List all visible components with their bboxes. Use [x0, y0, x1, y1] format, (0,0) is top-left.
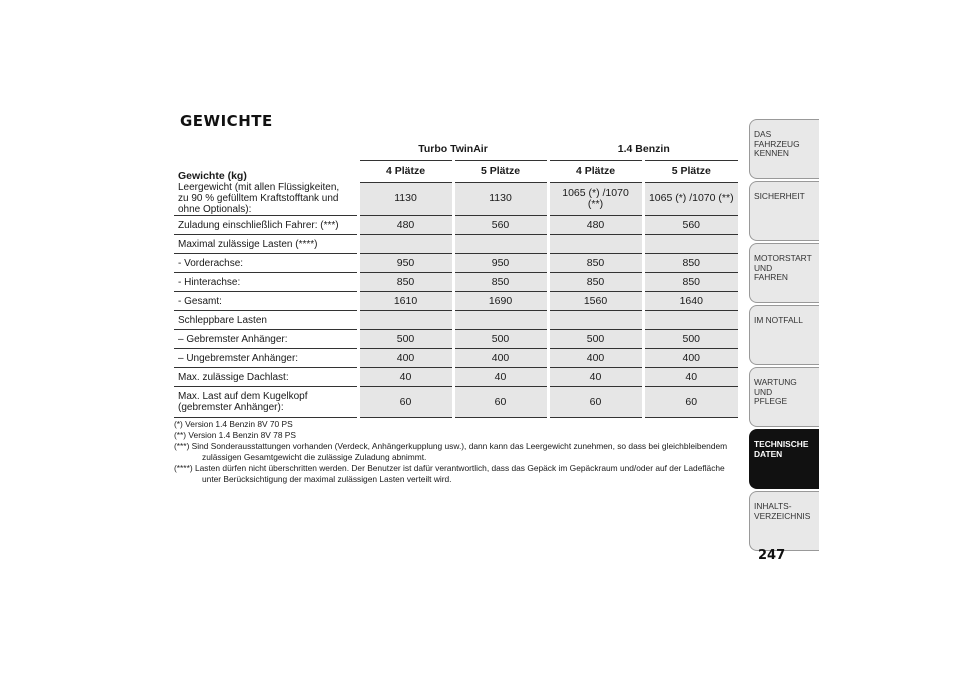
cell-value: 850: [643, 273, 738, 292]
cell-value: [358, 235, 453, 254]
tab-das-fahrzeug-kennen[interactable]: DAS FAHRZEUG KENNEN: [749, 119, 819, 179]
cell-value: 500: [548, 330, 643, 349]
cell-value: 40: [358, 368, 453, 387]
cell-value: [643, 235, 738, 254]
cell-value: 500: [453, 330, 548, 349]
table-row: [174, 273, 738, 292]
cell-value: 60: [358, 387, 453, 418]
row-label: Max. zulässige Dachlast:: [174, 368, 358, 387]
footnotes: [174, 419, 734, 485]
cell-value: 400: [643, 349, 738, 368]
row-label: Maximal zulässige Lasten (****): [174, 235, 358, 254]
table-row: [174, 254, 738, 273]
cell-value: 40: [548, 368, 643, 387]
footnote: (****) Lasten dürfen nicht überschritten werden. Der Benutzer ist dafür verantwortlich, dass das Gepäck im Gepäckraum und/oder auf der Ladefläche unter Berücksichtigung der maximal zulässigen Lasten verteilt wird.: [174, 463, 725, 484]
cell-value: 480: [548, 216, 643, 235]
subheader-4-platze: 4 Plätze: [548, 160, 643, 182]
cell-value: 850: [548, 273, 643, 292]
cell-value: 850: [548, 254, 643, 273]
table-row: [174, 349, 738, 368]
row-label: – Gebremster Anhänger:: [174, 330, 358, 349]
footnote: (***) Sind Sonderausstattungen vorhanden (Verdeck, Anhängerkupplung usw.), dann kann das Leergewicht zunehmen, so dass bei gleichbleibendem zulässigen Gesamtgewicht die zulässige Zuladung abnimmt.: [174, 441, 728, 462]
cell-value: 400: [358, 349, 453, 368]
cell-value: [643, 311, 738, 330]
cell-value: 1065 (*) /1070 (**): [643, 182, 738, 216]
subheader-4-platze: 4 Plätze: [358, 160, 453, 182]
cell-value: [453, 235, 548, 254]
footnote: (**) Version 1.4 Benzin 8V 78 PS: [174, 430, 296, 440]
cell-value: 950: [358, 254, 453, 273]
cell-value: 850: [643, 254, 738, 273]
cell-value: 1065 (*) /1070 (**): [548, 182, 643, 216]
cell-value: 850: [358, 273, 453, 292]
page-number: 247: [758, 548, 786, 563]
cell-value: 40: [453, 368, 548, 387]
table-row: [174, 235, 738, 254]
table-label-header: Gewichte (kg): [178, 170, 247, 182]
cell-value: 1690: [453, 292, 548, 311]
cell-value: 40: [643, 368, 738, 387]
group-header-benzin: 1.4 Benzin: [548, 140, 738, 160]
row-label: - Hinterachse:: [174, 273, 358, 292]
cell-value: 560: [643, 216, 738, 235]
cell-value: 60: [643, 387, 738, 418]
cell-value: 1130: [453, 182, 548, 216]
cell-value: 60: [453, 387, 548, 418]
table-row: [174, 292, 738, 311]
table-row: [174, 216, 738, 235]
cell-value: 1640: [643, 292, 738, 311]
subheader-5-platze: 5 Plätze: [453, 160, 548, 182]
cell-value: 1130: [358, 182, 453, 216]
cell-value: 400: [548, 349, 643, 368]
row-label: - Vorderachse:: [174, 254, 358, 273]
row-label: Schleppbare Lasten: [174, 311, 358, 330]
tab-motorstart-und-fahren[interactable]: MOTORSTART UND FAHREN: [749, 243, 819, 303]
tab-sicherheit[interactable]: SICHERHEIT: [749, 181, 819, 241]
row-label: Zuladung einschließlich Fahrer: (***): [174, 216, 358, 235]
cell-value: 60: [548, 387, 643, 418]
cell-value: 500: [358, 330, 453, 349]
row-label: – Ungebremster Anhänger:: [174, 349, 358, 368]
weights-table: [174, 140, 738, 418]
table-row: [174, 368, 738, 387]
table-row: [174, 311, 738, 330]
page-title: GEWICHTE: [180, 112, 273, 130]
cell-value: 950: [453, 254, 548, 273]
cell-value: 1610: [358, 292, 453, 311]
cell-value: 400: [453, 349, 548, 368]
cell-value: 850: [453, 273, 548, 292]
chapter-tabs: [749, 119, 819, 553]
cell-value: 480: [358, 216, 453, 235]
tab-technische-daten[interactable]: TECHNISCHE DATEN: [749, 429, 819, 489]
tab-inhaltsverzeichnis[interactable]: INHALTS- VERZEICHNIS: [749, 491, 819, 551]
cell-value: [548, 235, 643, 254]
cell-value: [548, 311, 643, 330]
group-header-turbo-twinair: Turbo TwinAir: [358, 140, 548, 160]
row-label: - Gesamt:: [174, 292, 358, 311]
footnote: (*) Version 1.4 Benzin 8V 70 PS: [174, 419, 293, 429]
cell-value: [358, 311, 453, 330]
cell-value: [453, 311, 548, 330]
tab-wartung-und-pflege[interactable]: WARTUNG UND PFLEGE: [749, 367, 819, 427]
row-label: Max. Last auf dem Kugelkopf (gebremster Anhänger):: [174, 387, 358, 418]
cell-value: 500: [643, 330, 738, 349]
table-row: [174, 182, 738, 216]
table-row: [174, 330, 738, 349]
subheader-5-platze: 5 Plätze: [643, 160, 738, 182]
row-label: Leergewicht (mit allen Flüssigkeiten, zu 90 % gefülltem Kraftstofftank und ohne Optionals):: [174, 182, 358, 216]
cell-value: 560: [453, 216, 548, 235]
cell-value: 1560: [548, 292, 643, 311]
tab-im-notfall[interactable]: IM NOTFALL: [749, 305, 819, 365]
table-row: [174, 387, 738, 418]
